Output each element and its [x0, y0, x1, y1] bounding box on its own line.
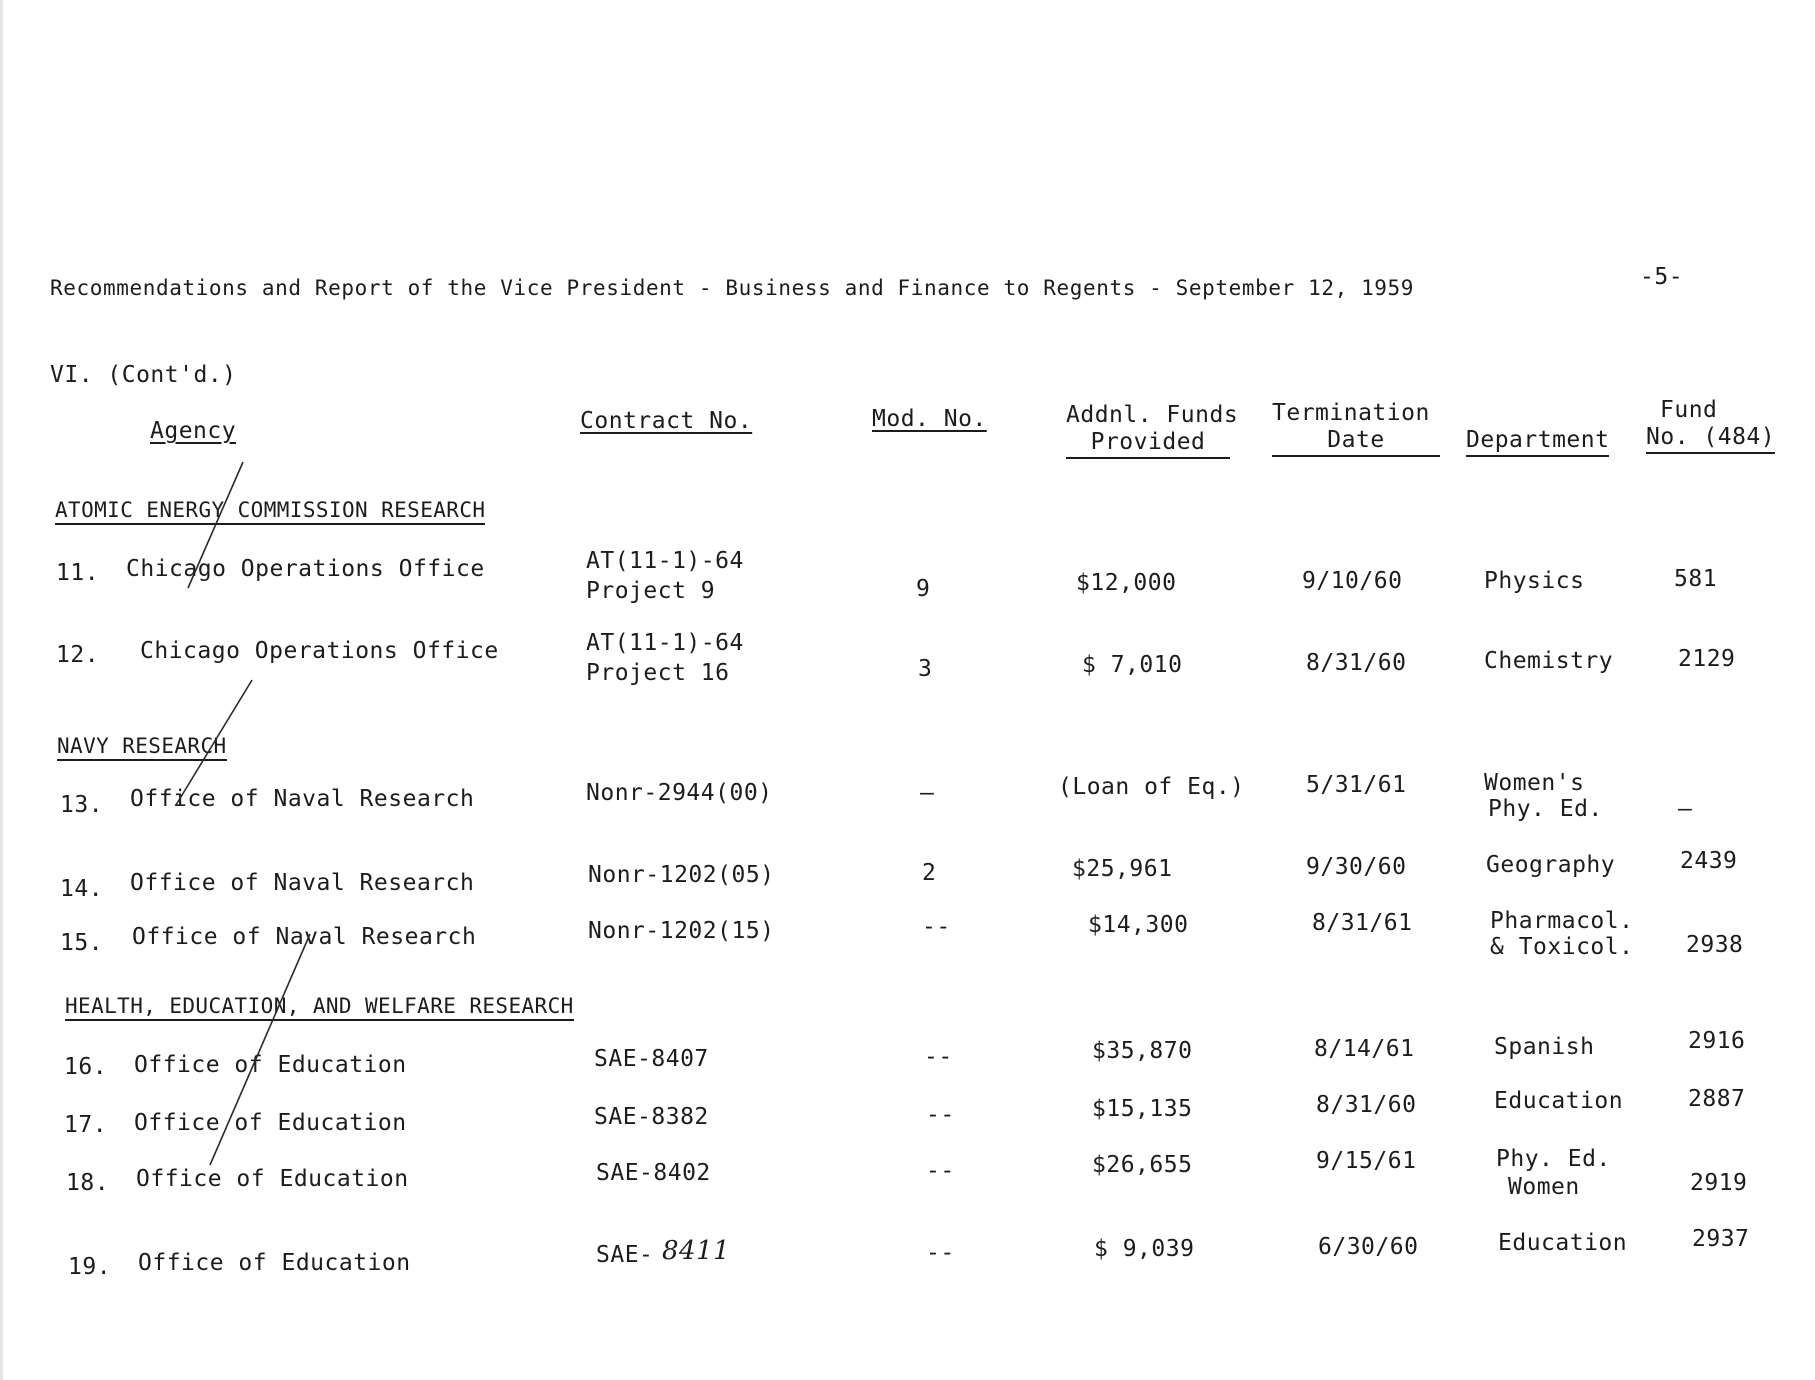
section-label: VI. (Cont'd.) — [50, 362, 237, 388]
row-department-line2: Phy. Ed. — [1488, 796, 1603, 822]
row-agency: Office of Naval Research — [132, 924, 477, 950]
row-number: 13. — [60, 792, 104, 818]
row-funds: $ 7,010 — [1082, 652, 1183, 678]
row-fund: 2937 — [1692, 1226, 1750, 1252]
row-agency: Office of Education — [134, 1052, 407, 1078]
row-agency: Office of Education — [136, 1166, 409, 1192]
row-fund: 581 — [1674, 566, 1718, 592]
row-date: 8/31/60 — [1306, 650, 1407, 676]
row-department: Education — [1494, 1088, 1624, 1114]
row-funds: $26,655 — [1092, 1152, 1193, 1178]
row-contract: SAE-8402 — [596, 1160, 711, 1186]
row-fund: 2439 — [1680, 848, 1738, 874]
row-contract: SAE- — [596, 1242, 654, 1268]
row-date: 6/30/60 — [1318, 1234, 1419, 1260]
row-agency: Chicago Operations Office — [140, 638, 499, 664]
row-contract: Nonr-1202(05) — [588, 862, 775, 888]
row-date: 9/30/60 — [1306, 854, 1407, 880]
row-agency: Office of Education — [138, 1250, 411, 1276]
row-department: Physics — [1484, 568, 1585, 594]
row-fund: 2129 — [1678, 646, 1736, 672]
row-fund: 2916 — [1688, 1028, 1746, 1054]
row-number: 12. — [56, 642, 100, 668]
row-contract-project: Project 16 — [586, 660, 730, 686]
row-mod: 9 — [916, 576, 931, 602]
row-funds: $25,961 — [1072, 856, 1173, 882]
row-number: 14. — [60, 876, 104, 902]
row-date: 8/31/60 — [1316, 1092, 1417, 1118]
row-department: Chemistry — [1484, 648, 1614, 674]
row-department: Education — [1498, 1230, 1628, 1256]
row-department: Phy. Ed. — [1496, 1146, 1611, 1172]
row-contract-project: Project 9 — [586, 578, 716, 604]
page-number: -5- — [1640, 264, 1684, 290]
row-fund: 2919 — [1690, 1170, 1748, 1196]
row-contract: AT(11-1)-64 — [586, 630, 744, 656]
row-date: 9/15/61 — [1316, 1148, 1417, 1174]
row-contract: SAE-8382 — [594, 1104, 709, 1130]
row-date: 8/14/61 — [1314, 1036, 1415, 1062]
section-title: NAVY RESEARCH — [57, 734, 227, 761]
row-agency: Office of Naval Research — [130, 786, 475, 812]
row-mod: -- — [926, 1158, 955, 1184]
row-contract: AT(11-1)-64 — [586, 548, 744, 574]
row-department: Spanish — [1494, 1034, 1595, 1060]
row-agency: Chicago Operations Office — [126, 556, 485, 582]
row-funds: $15,135 — [1092, 1096, 1193, 1122]
row-funds: $35,870 — [1092, 1038, 1193, 1064]
col-mod: Mod. No. — [872, 406, 987, 432]
row-fund: — — [1678, 796, 1693, 822]
row-number: 16. — [64, 1054, 108, 1080]
row-number: 15. — [60, 930, 104, 956]
row-mod: 2 — [922, 860, 937, 886]
col-funds-line1: Addnl. Funds — [1066, 402, 1239, 428]
row-number: 11. — [56, 560, 100, 586]
row-mod: 3 — [918, 656, 933, 682]
col-fund-line1: Fund — [1660, 397, 1718, 423]
row-mod: -- — [922, 914, 951, 940]
row-mod: — — [920, 780, 935, 806]
row-number: 17. — [64, 1112, 108, 1138]
row-agency: Office of Education — [134, 1110, 407, 1136]
row-funds: (Loan of Eq.) — [1058, 774, 1245, 800]
row-funds: $12,000 — [1076, 570, 1177, 596]
row-number: 19. — [68, 1254, 112, 1280]
col-funds-line2: Provided — [1066, 429, 1230, 459]
row-date: 5/31/61 — [1306, 772, 1407, 798]
col-fund-line2: No. (484) — [1646, 424, 1775, 454]
row-department-line2: & Toxicol. — [1490, 934, 1634, 960]
report-title: Recommendations and Report of the Vice President - Business and Finance to Regents - September 12, 1959 — [50, 276, 1415, 300]
row-funds: $14,300 — [1088, 912, 1189, 938]
col-agency: Agency — [150, 418, 237, 444]
row-department: Women's — [1484, 770, 1585, 796]
page-edge — [0, 0, 3, 1380]
section-title: HEALTH, EDUCATION, AND WELFARE RESEARCH — [65, 994, 574, 1021]
col-term-line2: Date — [1272, 427, 1440, 457]
row-contract: Nonr-1202(15) — [588, 918, 775, 944]
col-department: Department — [1466, 427, 1609, 457]
row-contract: Nonr-2944(00) — [586, 780, 773, 806]
row-date: 8/31/61 — [1312, 910, 1413, 936]
row-fund: 2938 — [1686, 932, 1744, 958]
row-mod: -- — [926, 1102, 955, 1128]
row-agency: Office of Naval Research — [130, 870, 475, 896]
col-term-line1: Termination — [1272, 400, 1430, 426]
row-department-line2: Women — [1508, 1174, 1580, 1200]
row-number: 18. — [66, 1170, 110, 1196]
section-title: ATOMIC ENERGY COMMISSION RESEARCH — [55, 498, 485, 525]
row-date: 9/10/60 — [1302, 568, 1403, 594]
col-contract: Contract No. — [580, 408, 753, 434]
row-department: Pharmacol. — [1490, 908, 1634, 934]
row-funds: $ 9,039 — [1094, 1236, 1195, 1262]
row-fund: 2887 — [1688, 1086, 1746, 1112]
row-contract: SAE-8407 — [594, 1046, 709, 1072]
row-mod: -- — [926, 1240, 955, 1266]
row-mod: -- — [924, 1044, 953, 1070]
row-department: Geography — [1486, 852, 1616, 878]
handwritten-contract-number: 8411 — [662, 1236, 731, 1266]
